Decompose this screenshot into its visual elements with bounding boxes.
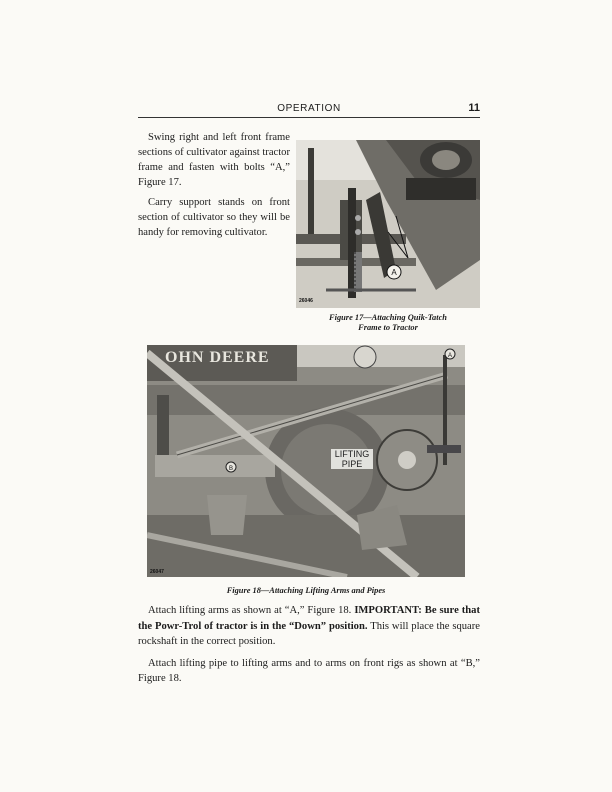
- figure-17-caption: [296, 313, 480, 333]
- figure-17-callout-a: A: [391, 268, 397, 277]
- figure-18-callout-a: A: [447, 353, 453, 359]
- figure-18-photo-number: 26047: [150, 569, 164, 575]
- figure-18-caption: Figure 18—Attaching Lifting Arms and Pipes: [226, 586, 386, 595]
- figure-18-photo: [147, 345, 465, 577]
- body-paragraph-1-end: This will place the square rockshaft in the correct position.: [138, 620, 480, 647]
- lifting-pipe-label: [331, 449, 373, 469]
- body-paragraph-2: Attach lifting pipe to lifting arms and to arms on front rigs as shown at “B,” Figure 18.: [138, 657, 480, 684]
- figure-18-illustration: [147, 345, 465, 577]
- figure-17-photo-number: 26046: [299, 298, 313, 304]
- page-number: 11: [468, 102, 480, 114]
- lifting-pipe-label-line-1: LIFTING: [334, 449, 370, 459]
- intro-paragraph-1: Swing right and left front frame sections of cultivator against tractor frame and fasten with bolts “A,” Figure 17.: [138, 132, 290, 188]
- body-paragraph-1: [138, 603, 480, 650]
- lifting-pipe-label-line-2: PIPE: [341, 459, 363, 469]
- figure-17-caption-line-2: Frame to Tractor: [358, 323, 418, 332]
- page-header: [138, 103, 480, 118]
- important-note: IMPORTANT: Be sure that the Powr-Trol of tractor is in the “Down” position.: [138, 605, 480, 632]
- tractor-brand-text: OHN DEERE: [165, 349, 270, 366]
- section-title: OPERATION: [277, 103, 341, 114]
- intro-paragraph-2: Carry support stands on front section of cultivator so they will be handy for removing cultivator.: [138, 197, 290, 238]
- figure-17-illustration: [296, 140, 480, 308]
- body-text: [138, 603, 480, 693]
- figure-17-photo: [296, 140, 480, 308]
- body-paragraph-1-start: Attach lifting arms as shown at “A,” Figure 18.: [148, 605, 352, 616]
- figure-18-callout-b: B: [228, 466, 234, 472]
- figure-17-caption-line-1: Figure 17—Attaching Quik-Tatch: [329, 313, 447, 322]
- intro-text: [138, 130, 290, 245]
